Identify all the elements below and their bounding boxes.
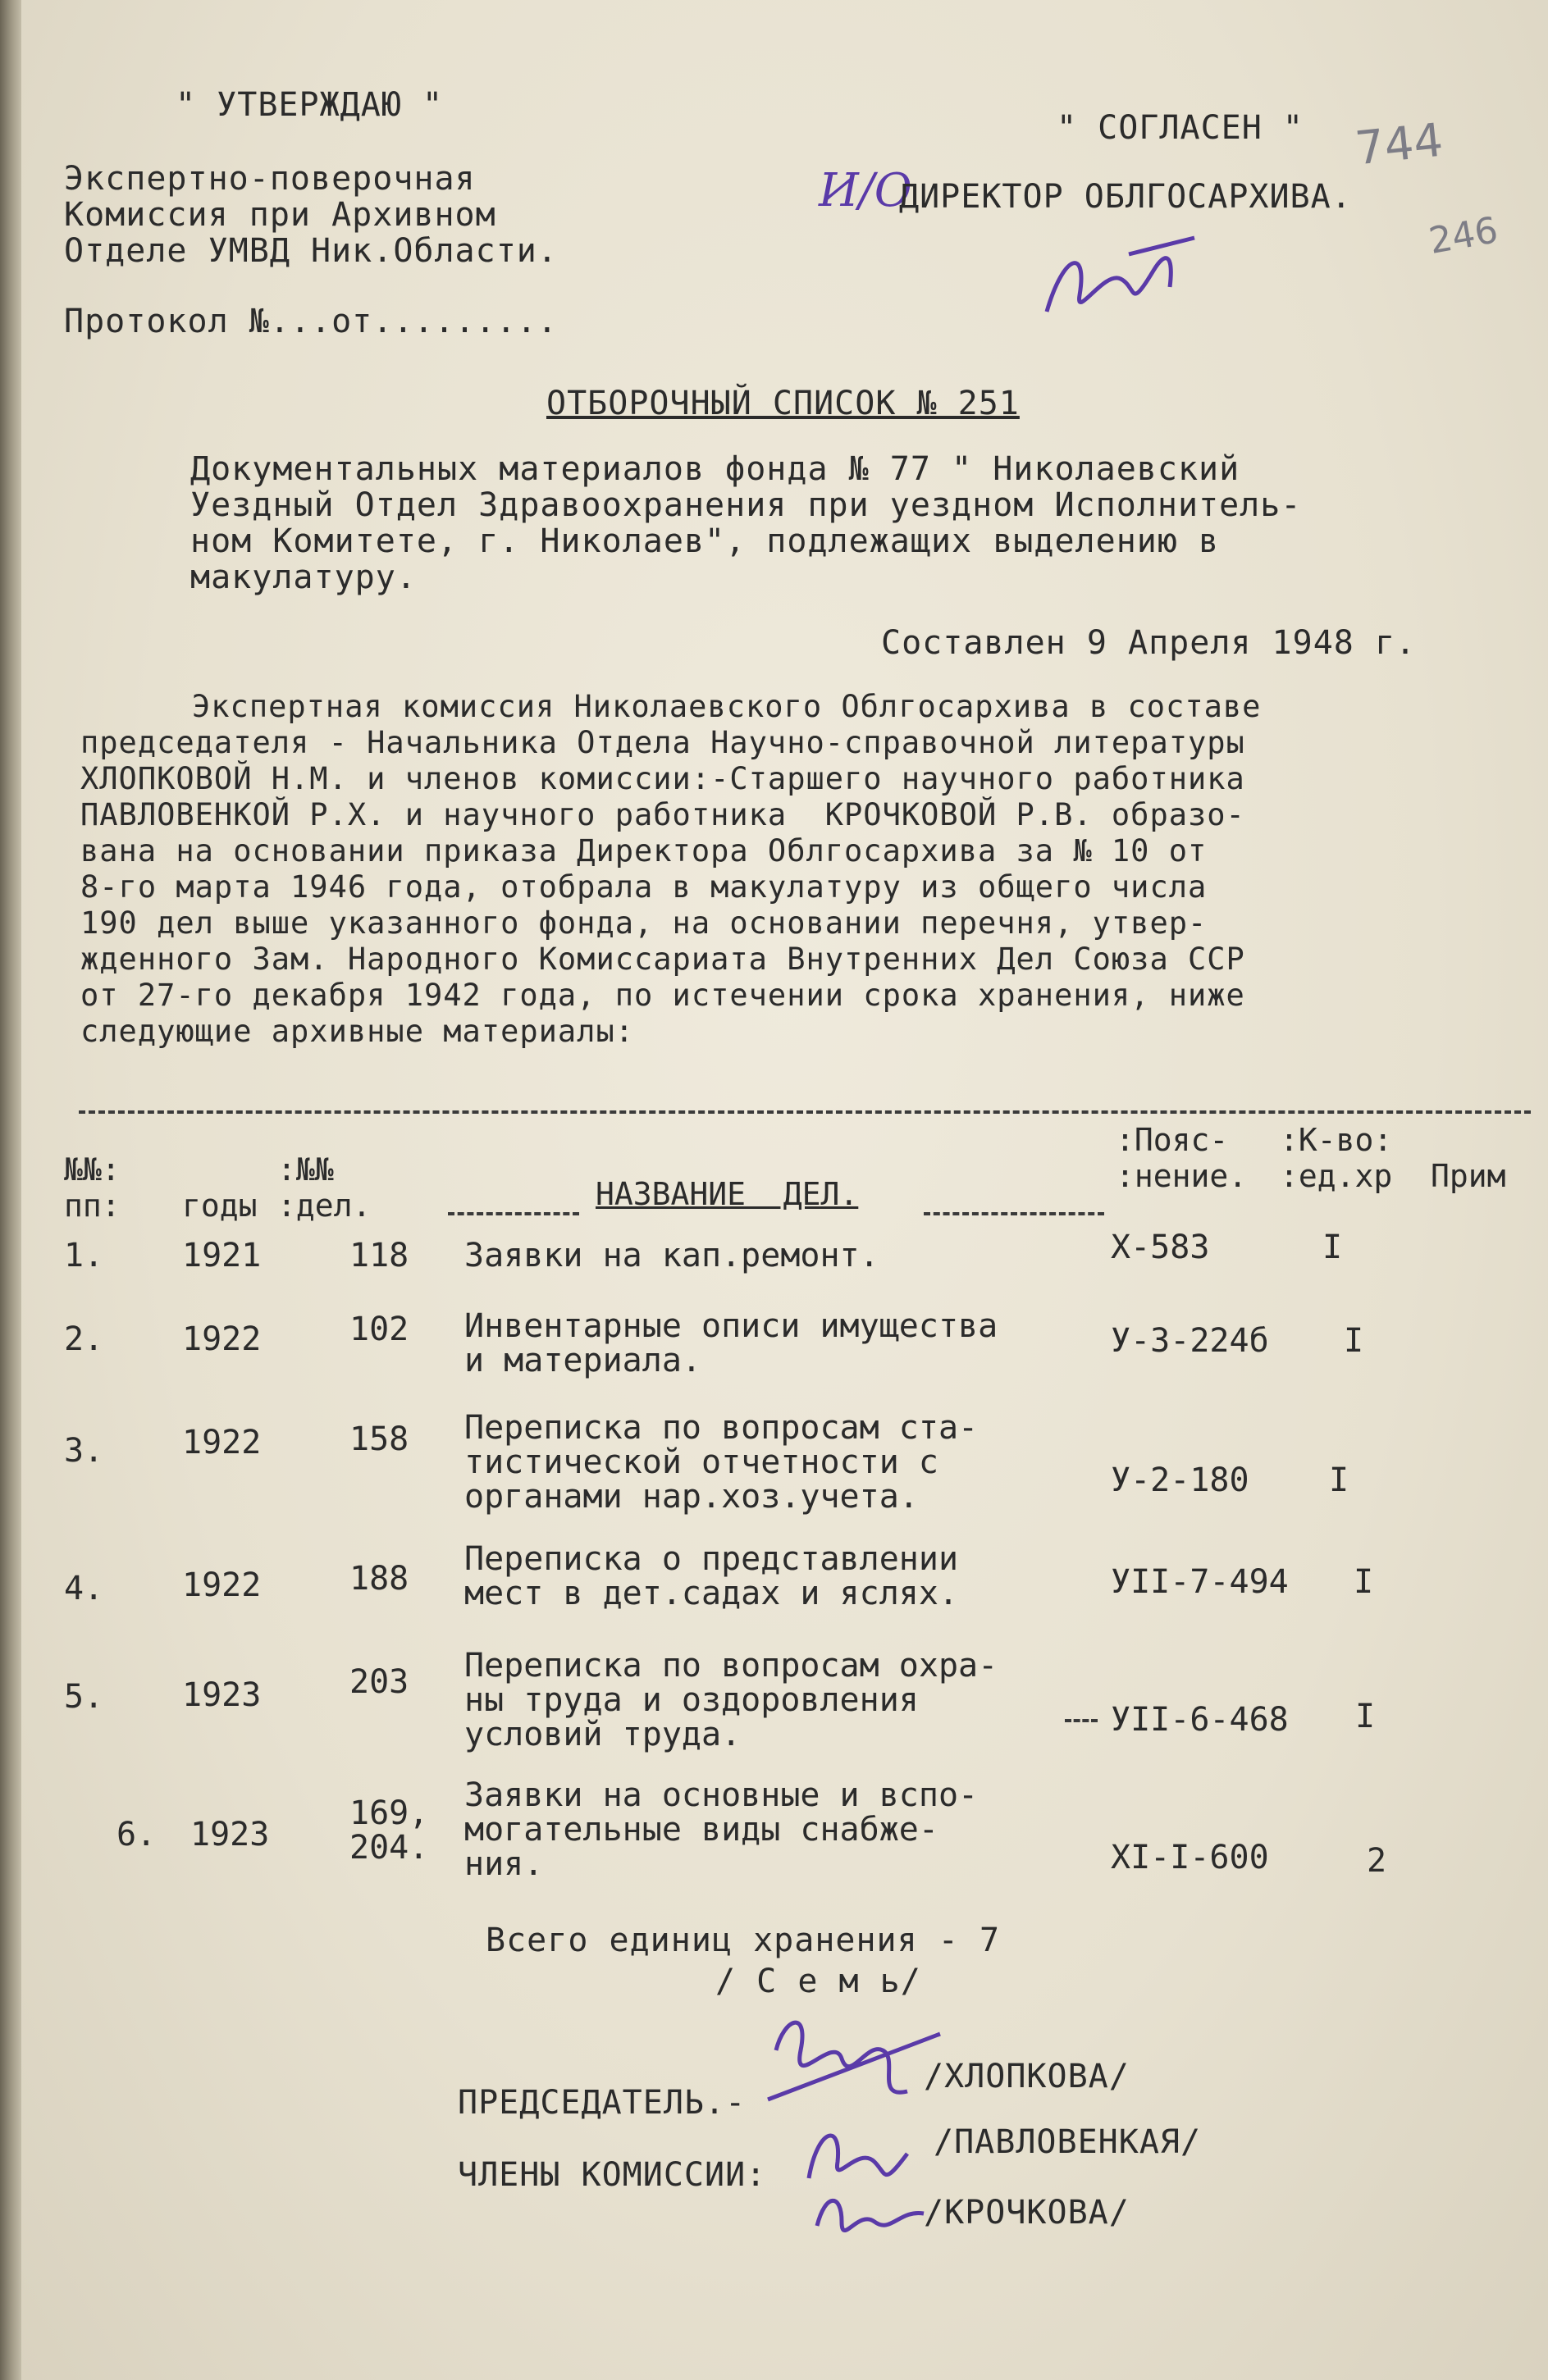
row-qty: 2: [1367, 1842, 1387, 1880]
row-explain: ХI-I-600: [1111, 1839, 1269, 1876]
chair-name: /ХЛОПКОВА/: [924, 2058, 1130, 2095]
approve-title: " УТВЕРЖДАЮ ": [176, 86, 444, 124]
row-qty: I: [1344, 1322, 1364, 1360]
header-num: №№: пп:: [64, 1151, 121, 1224]
chair-label: ПРЕДСЕДАТЕЛЬ.-: [458, 2084, 747, 2122]
row-explain: УII-7-494: [1111, 1563, 1289, 1601]
row-num: 2.: [64, 1320, 104, 1358]
subtitle-line-1: Документальных материалов фонда № 77 " Николаевский: [190, 450, 1240, 488]
director-signature: [1030, 221, 1211, 344]
total-words: / С е м ь/: [715, 1963, 921, 2000]
row-explain: УII-6-468: [1111, 1701, 1289, 1739]
header-qty: :К-во: :ед.хр: [1280, 1122, 1393, 1194]
header-dash-right: [924, 1212, 1104, 1215]
row-year: 1922: [182, 1566, 262, 1604]
subtitle-line-4: макулатуру.: [190, 559, 417, 596]
row-num: 6.: [116, 1816, 157, 1853]
row-year: 1923: [182, 1676, 262, 1714]
row-case: 188: [349, 1560, 409, 1598]
members-label: ЧЛЕНЫ КОМИССИИ:: [458, 2156, 767, 2194]
row-title: Переписка по вопросам ста- тистической отчетности с органами нар.хоз.учета.: [464, 1409, 979, 1516]
row-explain: У-2-180: [1111, 1461, 1249, 1499]
folio-number-second: 246: [1426, 209, 1501, 262]
row-explain: Х-583: [1111, 1229, 1210, 1266]
approve-line-2: Комиссия при Архивном: [64, 196, 496, 234]
row-case: 203: [349, 1663, 409, 1701]
row-case: 102: [349, 1311, 409, 1348]
row-case: 158: [349, 1420, 409, 1458]
binding-edge: [0, 0, 21, 2380]
total-line: Всего единиц хранения - 7: [486, 1922, 1001, 1959]
document-heading: ОТБОРОЧНЫЙ СПИСОК № 251: [546, 385, 1020, 422]
row-title: Инвентарные описи имущества и материала.: [464, 1307, 998, 1379]
row-qty: I: [1329, 1461, 1349, 1499]
row-year: 1921: [182, 1237, 262, 1274]
hand-prefix: И/О: [819, 164, 912, 217]
body-line-6: 8-го марта 1946 года, отобрала в макулатуру из общего числа: [80, 869, 1208, 905]
row-year: 1922: [182, 1320, 262, 1358]
body-line-9: от 27-го декабря 1942 года, по истечении срока хранения, ниже: [80, 978, 1245, 1013]
director-line: ДИРЕКТОР ОБЛГОСАРХИВА.: [899, 178, 1352, 216]
body-line-5: вана на основании приказа Директора Облгосархива за № 10 от: [80, 833, 1208, 869]
row-num: 5.: [64, 1678, 104, 1716]
row-title: Заявки на кап.ремонт.: [464, 1237, 879, 1274]
row-case: 118: [349, 1237, 409, 1274]
body-line-3: ХЛОПКОВОЙ Н.М. и членов комиссии:-Старшего научного работника: [80, 761, 1245, 796]
header-explain: :Пояс- :нение.: [1116, 1122, 1248, 1194]
header-note: Прим: [1431, 1158, 1506, 1194]
body-line-10: следующие архивные материалы:: [80, 1014, 635, 1049]
row-num: 1.: [64, 1237, 104, 1274]
header-case: :№№ :дел.: [277, 1151, 372, 1224]
body-line-1: Экспертная комиссия Николаевского Облгосархива в составе: [192, 689, 1262, 724]
row-qty: I: [1354, 1563, 1374, 1601]
row-num: 4.: [64, 1570, 104, 1607]
body-line-7: 190 дел выше указанного фонда, на основании перечня, утвер-: [80, 905, 1208, 941]
row-num: 3.: [64, 1432, 104, 1470]
header-title: НАЗВАНИЕ ДЕЛ.: [596, 1176, 859, 1212]
row-qty: I: [1322, 1229, 1343, 1266]
subtitle-line-2: Уездный Отдел Здравоохранения при уездном Исполнитель-: [190, 486, 1302, 524]
approve-line-1: Экспертно-поверочная: [64, 160, 476, 198]
table-top-dashline: [79, 1110, 1531, 1114]
row-dash-mark: [1065, 1719, 1098, 1722]
approve-line-3: Отделе УМВД Ник.Области.: [64, 232, 558, 270]
date-line: Составлен 9 Апреля 1948 г.: [881, 624, 1417, 662]
body-line-2: председателя - Начальника Отдела Научно-справочной литературы: [80, 725, 1245, 760]
body-line-8: жденного Зам. Народного Комиссариата Внутренних Дел Союза ССР: [80, 942, 1245, 977]
header-year: годы: [182, 1188, 258, 1224]
row-title: Заявки на основные и вспо- могательные виды снабже- ния.: [464, 1776, 979, 1883]
row-case: 169, 204.: [349, 1794, 429, 1867]
header-dash-left: [448, 1212, 579, 1215]
row-title: Переписка о представлении мест в дет.садах и яслях.: [464, 1540, 959, 1612]
subtitle-line-3: ном Комитете, г. Николаев", подлежащих выделению в: [190, 522, 1220, 560]
folio-number-top: 744: [1352, 113, 1445, 176]
row-explain: У-3-224б: [1111, 1322, 1269, 1360]
document-page: [21, 0, 1548, 2380]
member2-name: /КРОЧКОВА/: [924, 2194, 1130, 2232]
member1-name: /ПАВЛОВЕНКАЯ/: [934, 2123, 1202, 2161]
row-title: Переписка по вопросам охра- ны труда и оздоровления условий труда.: [464, 1647, 998, 1753]
row-year: 1922: [182, 1424, 262, 1461]
body-line-4: ПАВЛОВЕНКОЙ Р.Х. и научного работника КРОЧКОВОЙ Р.В. образо-: [80, 797, 1245, 832]
protocol-line: Протокол №...от.........: [64, 303, 558, 340]
row-qty: I: [1355, 1698, 1376, 1735]
row-year: 1923: [190, 1816, 270, 1853]
agree-title: " СОГЛАСЕН ": [1057, 109, 1304, 147]
